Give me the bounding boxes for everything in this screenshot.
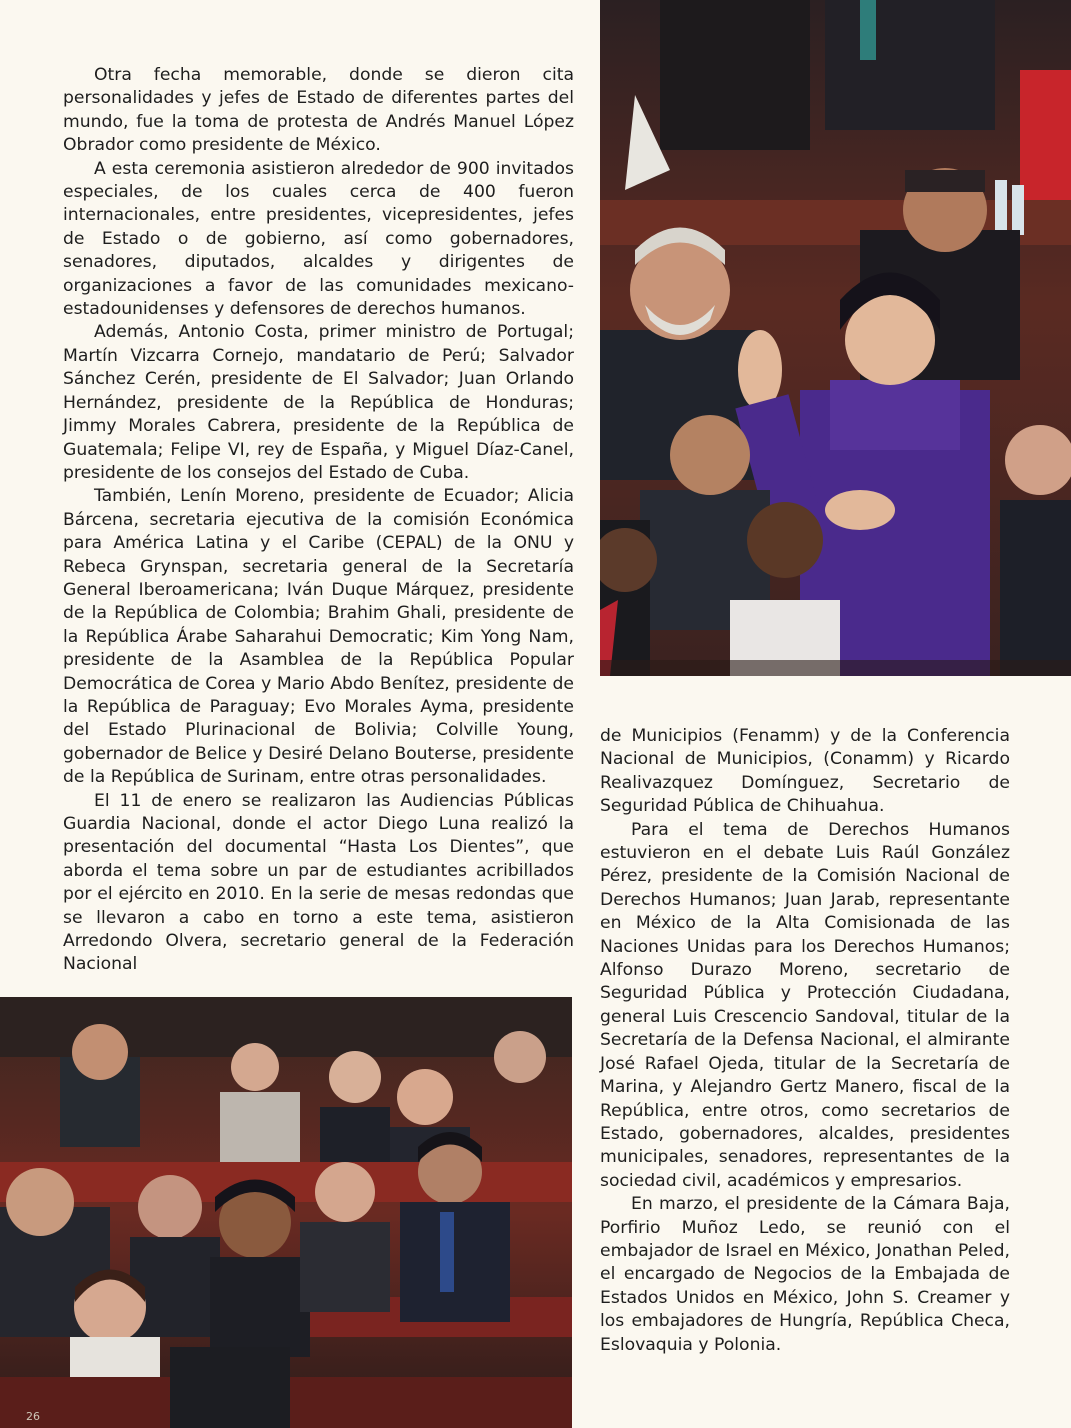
- paragraph: Otra fecha memorable, donde se dieron cita personalidades y jefes de Estado de diferentes partes del mundo, fue la toma de protesta de Andrés Manuel López Obrador como presidente de México.: [63, 65, 574, 156]
- ceremony-photo-top-image: [600, 0, 1071, 676]
- ceremony-photo-bottom: [0, 997, 572, 1428]
- paragraph: También, Lenín Moreno, presidente de Ecuador; Alicia Bárcena, secretaria ejecutiva de la comisión Económica para América Latina y el Caribe (CEPAL) de la ONU y Rebeca Grynspan, secretaria general de la Secretaría General Iberoamericana; Iván Duque Márquez, presidente de la República de Colombia; Brahim Ghali, presidente de la República Árabe Saharahui Democratic; Kim Yong Nam, presidente de la Asamblea de la República Popular Democrática de Corea y Mario Abdo Benítez, presidente de la República de Paraguay; Evo Morales Ayma, presidente del Estado Plurinacional de Bolivia; Colville Young, gobernador de Belice y Desiré Delano Bouterse, presidente de la República de Surinam, entre otras personalidades.: [63, 486, 574, 788]
- paragraph: El 11 de enero se realizaron las Audiencias Públicas Guardia Nacional, donde el actor Diego Luna realizó la presentación del documental “Hasta Los Dientes”, que aborda el tema sobre un par de estudiantes acribillados por el ejército en 2010. En la serie de mesas redondas que se llevaron a cabo en torno a este tema, asistieron Arredondo Olvera, secretario general de la Federación Nacional: [63, 790, 574, 975]
- right-text-column: [600, 725, 1010, 1357]
- ceremony-photo-top: [600, 0, 1071, 676]
- left-text-column: [63, 64, 574, 977]
- paragraph: Además, Antonio Costa, primer ministro de Portugal; Martín Vizcarra Cornejo, mandatario de Perú; Salvador Sánchez Cerén, presidente de El Salvador; Juan Orlando Hernández, presidente de la República de Honduras; Jimmy Morales Cabrera, presidente de la República de Guatemala; Felipe VI, rey de España, y Miguel Díaz-Canel, presidente de los consejos del Estado de Cuba.: [63, 322, 574, 483]
- paragraph-continuation: de Municipios (Fenamm) y de la Conferencia Nacional de Municipios, (Conamm) y Ricardo Realivazquez Domínguez, Secretario de Seguridad Pública de Chihuahua.: [600, 726, 1010, 817]
- paragraph: En marzo, el presidente de la Cámara Baja, Porfirio Muñoz Ledo, se reunió con el embajador de Israel en México, Jonathan Peled, el encargado de Negocios de la Embajada de Estados Unidos en México, John S. Creamer y los embajadores de Hungría, República Checa, Eslovaquia y Polonia.: [600, 1194, 1010, 1355]
- paragraph: Para el tema de Derechos Humanos estuvieron en el debate Luis Raúl González Pérez, presidente de la Comisión Nacional de Derechos Humanos; Juan Jarab, representante en México de la Alta Comisionada de las Naciones Unidas para los Derechos Humanos; Alfonso Durazo Moreno, secretario de Seguridad Pública y Protección Ciudadana, general Luis Crescencio Sandoval, titular de la Secretaría de la Defensa Nacional, el almirante José Rafael Ojeda, titular de la Secretaría de Marina, y Alejandro Gertz Manero, fiscal de la República, entre otros, como secretarios de Estado, gobernadores, alcaldes, presidentes municipales, senadores, representantes de la sociedad civil, académicos y empresarios.: [600, 819, 1010, 1191]
- page-number: 26: [26, 1410, 40, 1423]
- ceremony-photo-bottom-image: [0, 997, 572, 1428]
- paragraph: A esta ceremonia asistieron alrededor de 900 invitados especiales, de los cuales cerca de 400 fueron internacionales, entre presidentes, vicepresidentes, jefes de Estado o de gobierno, así como gobernadores, senadores, diputados, alcaldes y dirigentes de organizaciones a favor de las comunidades mexicano-estadounidenses y defensores de derechos humanos.: [63, 158, 574, 320]
